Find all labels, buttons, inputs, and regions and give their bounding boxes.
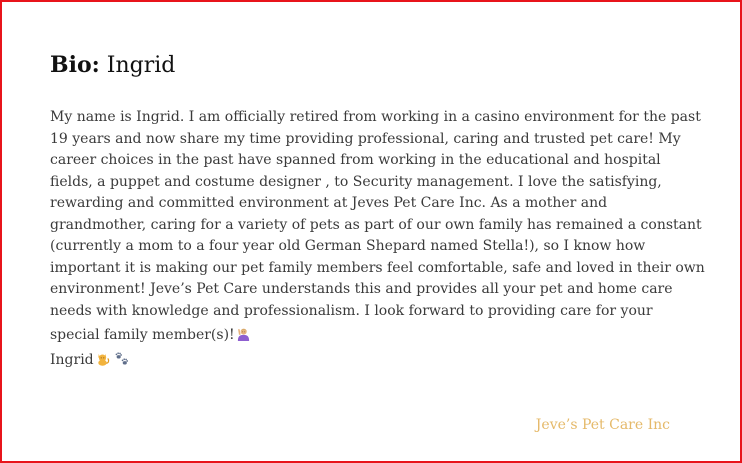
bio-text bbox=[50, 107, 705, 371]
bio-line: rewarding and committed environment at Jeves Pet Care Inc. As a mother and bbox=[50, 195, 608, 211]
bio-last-line bbox=[50, 325, 680, 347]
bio-line: grandmother, caring for a variety of pets as part of our own family has remained a constant bbox=[50, 216, 702, 233]
bio-last-line-text: special family member(s)! bbox=[50, 327, 235, 343]
bio-name: Ingrid bbox=[106, 53, 176, 78]
bio-heading bbox=[50, 52, 175, 78]
woman-raising-hand-icon bbox=[236, 326, 251, 341]
signature: Ingrid bbox=[50, 351, 94, 368]
signature-line bbox=[50, 350, 680, 372]
bio-line: fields, a puppet and costume designer , to Security management. I love the satisfying, bbox=[50, 173, 662, 190]
bio-line: 19 years and now share my time providing professional, caring and trusted pet care! My bbox=[50, 130, 681, 147]
bio-line: career choices in the past have spanned from working in the educational and hospital bbox=[50, 152, 661, 168]
bio-line: needs with knowledge and professionalism. I look forward to providing care for your bbox=[50, 302, 653, 319]
bio-label: Bio: bbox=[50, 52, 100, 78]
cat-icon bbox=[95, 351, 110, 366]
bio-line: My name is Ingrid. I am officially retired from working in a casino environment for the past bbox=[50, 109, 701, 125]
bio-line: important it is making our pet family members feel comfortable, safe and loved in their own bbox=[50, 259, 705, 276]
bio-line: (currently a mom to a four year old German Shepard named Stella!), so I know how bbox=[50, 238, 646, 254]
bio-line: environment! Jeve’s Pet Care understands this and provides all your pet and home care bbox=[50, 281, 673, 297]
paw-prints-icon bbox=[114, 351, 129, 366]
footer-link[interactable]: Jeve’s Pet Care Inc bbox=[535, 417, 670, 433]
